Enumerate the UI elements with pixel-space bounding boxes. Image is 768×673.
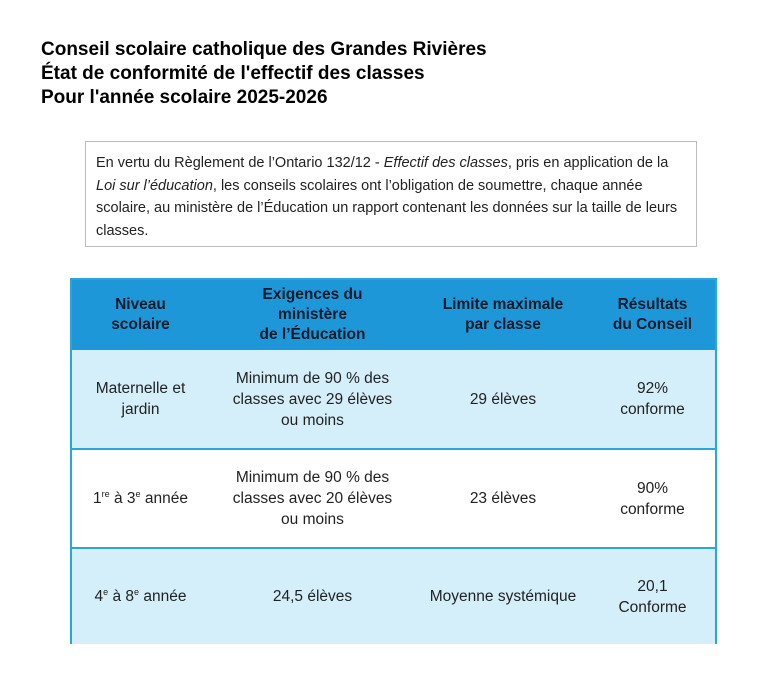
cell-niveau — [72, 350, 209, 448]
niveau-end: à 8 — [108, 588, 135, 605]
exig-value: 24,5 élèves — [272, 588, 353, 605]
niveau-suffix: année — [140, 490, 188, 507]
intro-italic-regulation: Effectif des classes — [383, 155, 508, 171]
niveau-end: à 3 — [109, 490, 136, 507]
header-exig-line3: de l’Éducation — [259, 326, 366, 343]
exig-line3: ou moins — [281, 511, 344, 528]
niveau-line1: Maternelle et — [95, 380, 186, 397]
niveau-start: 1 — [93, 490, 102, 507]
intro-italic-law: Loi sur l’éducation — [96, 177, 213, 194]
cell-limite — [416, 450, 590, 547]
niveau-line2: jardin — [121, 401, 160, 418]
result-status: Conforme — [618, 598, 687, 616]
niveau-start-sup: re — [101, 488, 110, 499]
document-titles — [41, 38, 487, 110]
title-report: État de conformité de l'effectif des classes — [41, 63, 425, 84]
cell-niveau — [72, 549, 209, 644]
cell-exigences — [209, 450, 416, 547]
intro-text-2: , pris en application de la — [507, 155, 669, 171]
cell-resultats — [590, 549, 715, 644]
header-limite-line1: Limite maximale — [442, 296, 564, 313]
limite-value: 29 élèves — [469, 390, 537, 408]
niveau-start-sup: e — [103, 586, 109, 597]
title-board: Conseil scolaire catholique des Grandes Rivières — [41, 39, 487, 60]
intro-text-1: En vertu du Règlement de l’Ontario 132/12 - — [96, 155, 384, 171]
class-size-table — [70, 278, 717, 644]
header-limite-line2: par classe — [465, 316, 541, 333]
cell-resultats — [590, 450, 715, 547]
header-limite — [416, 280, 590, 350]
result-value: 90% — [636, 479, 669, 497]
table-header-row — [72, 280, 715, 350]
niveau-start: 4 — [94, 588, 104, 605]
result-status: conforme — [620, 401, 685, 418]
header-result-line1: Résultats — [617, 296, 688, 313]
exig-line2: classes avec 29 élèves — [232, 390, 393, 408]
niveau-end-sup: e — [134, 586, 140, 597]
intro-paragraph-box — [85, 141, 697, 247]
header-exigences — [209, 280, 416, 350]
header-resultats — [590, 280, 715, 350]
header-result-line2: du Conseil — [612, 316, 693, 333]
cell-limite — [416, 350, 590, 448]
table-row — [72, 450, 715, 547]
intro-text-3: , les conseils scolaires ont l’obligation de soumettre, chaque année scolaire, au ministère de l’Éducation un rapport contenant les données sur la taille de leurs classes. — [96, 177, 678, 239]
header-exig-line2: ministère — [278, 306, 347, 323]
result-value: 92% — [636, 380, 669, 397]
table-row — [72, 350, 715, 448]
header-niveau-line1: Niveau — [115, 296, 166, 313]
result-value: 20,1 — [637, 577, 668, 595]
exig-line1: Minimum de 90 % des — [235, 369, 390, 387]
cell-niveau — [72, 450, 209, 547]
cell-exigences — [209, 549, 416, 644]
limite-value: 23 élèves — [469, 490, 537, 507]
niveau-suffix: année — [139, 588, 187, 605]
header-exig-line1: Exigences du — [262, 286, 363, 303]
cell-exigences — [209, 350, 416, 448]
cell-resultats — [590, 350, 715, 448]
niveau-end-sup: e — [135, 488, 141, 499]
exig-line1: Minimum de 90 % des — [235, 469, 390, 486]
exig-line2: classes avec 20 élèves — [232, 490, 393, 507]
title-year: Pour l'année scolaire 2025-2026 — [41, 87, 328, 108]
cell-limite — [416, 549, 590, 644]
header-niveau-line2: scolaire — [111, 316, 170, 333]
header-niveau — [72, 280, 209, 350]
exig-line3: ou moins — [281, 411, 344, 429]
result-status: conforme — [620, 500, 685, 518]
table-row — [72, 549, 715, 644]
limite-value: Moyenne systémique — [429, 588, 577, 605]
